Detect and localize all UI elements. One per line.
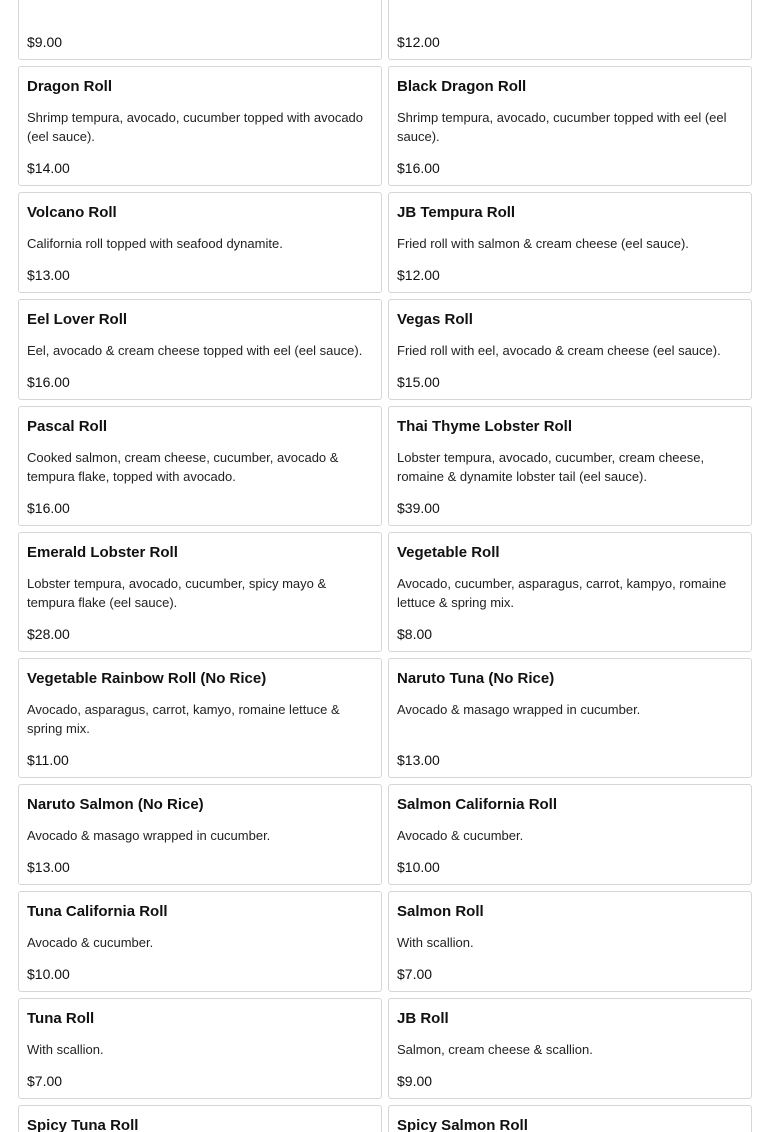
- menu-item-card[interactable]: [18, 998, 382, 1099]
- item-name: JB Tempura Roll: [397, 204, 516, 221]
- menu-item-card[interactable]: [18, 784, 382, 885]
- item-name: Naruto Tuna (No Rice): [397, 670, 555, 687]
- menu-item-card[interactable]: [388, 66, 752, 186]
- menu-item-card[interactable]: [388, 891, 752, 992]
- item-name: Vegetable Rainbow Roll (No Rice): [27, 670, 267, 687]
- item-description: Avocado & cucumber.: [27, 935, 154, 950]
- menu-item-card[interactable]: [388, 998, 752, 1099]
- item-price: $16.00: [27, 374, 70, 390]
- item-price: $12.00: [397, 267, 440, 283]
- menu-item-card[interactable]: [18, 192, 382, 293]
- item-description: Shrimp tempura, avocado, cucumber topped with eel (eel sauce).: [397, 110, 727, 144]
- item-price: $15.00: [397, 374, 440, 390]
- menu-item-card[interactable]: [388, 406, 752, 526]
- item-name: Naruto Salmon (No Rice): [27, 796, 204, 813]
- item-description: Lobster tempura, avocado, cucumber, cream cheese, romaine & dynamite lobster tail (eel sauce).: [397, 450, 705, 484]
- item-name: Vegetable Roll: [397, 544, 500, 561]
- item-description: Avocado, asparagus, carrot, kamyo, romaine lettuce & spring mix.: [27, 702, 340, 736]
- item-description: With scallion.: [27, 1042, 104, 1057]
- menu-item-card[interactable]: [18, 658, 382, 778]
- item-name: Volcano Roll: [27, 204, 117, 221]
- item-name: Spicy Salmon Roll: [397, 1117, 528, 1132]
- item-name: Emerald Lobster Roll: [27, 544, 178, 561]
- menu-item-card[interactable]: [18, 299, 382, 400]
- item-description: With scallion.: [397, 935, 474, 950]
- item-description: Lobster tempura, avocado, cucumber, spicy mayo & tempura flake (eel sauce).: [27, 576, 327, 610]
- item-name: Pascal Roll: [27, 418, 108, 435]
- item-name: Thai Thyme Lobster Roll: [397, 418, 573, 435]
- item-description: Avocado & masago wrapped in cucumber.: [397, 702, 641, 717]
- item-description: Salmon, cream cheese & scallion.: [397, 1042, 593, 1057]
- item-name: Spicy Tuna Roll: [27, 1117, 139, 1132]
- item-price: $10.00: [27, 966, 70, 982]
- item-name: Eel Lover Roll: [27, 311, 128, 328]
- item-name: Tuna Roll: [27, 1010, 95, 1027]
- item-name: Tuna California Roll: [27, 903, 168, 920]
- item-price: $13.00: [27, 267, 70, 283]
- menu-item-card[interactable]: [388, 784, 752, 885]
- item-description: Eel, avocado & cream cheese topped with eel (eel sauce).: [27, 343, 363, 358]
- item-price: $13.00: [397, 752, 440, 768]
- item-price: $9.00: [397, 1073, 433, 1089]
- item-description: Fried roll with salmon & cream cheese (eel sauce).: [397, 236, 689, 251]
- item-price: $28.00: [27, 626, 70, 642]
- item-name: Dragon Roll: [27, 78, 112, 95]
- item-name: Black Dragon Roll: [397, 78, 527, 95]
- item-name: Salmon Roll: [397, 903, 484, 920]
- item-description: Avocado & masago wrapped in cucumber.: [27, 828, 271, 843]
- menu-item-card[interactable]: [388, 532, 752, 652]
- item-description: Avocado & cucumber.: [397, 828, 524, 843]
- item-price: $13.00: [27, 859, 70, 875]
- item-price: $7.00: [397, 966, 433, 982]
- menu-item-card[interactable]: [18, 406, 382, 526]
- item-price: $8.00: [397, 626, 433, 642]
- item-description: Shrimp tempura, avocado, cucumber topped with avocado (eel sauce).: [27, 110, 364, 144]
- item-price: $14.00: [27, 160, 70, 176]
- item-description: California roll topped with seafood dynamite.: [27, 236, 283, 251]
- menu-item-card[interactable]: [18, 1105, 382, 1132]
- menu-item-card[interactable]: [18, 0, 382, 60]
- menu-item-card[interactable]: [388, 658, 752, 778]
- item-price: $16.00: [397, 160, 440, 176]
- item-description: Fried roll with eel, avocado & cream cheese (eel sauce).: [397, 343, 721, 358]
- item-name: Vegas Roll: [397, 311, 473, 328]
- item-price: $16.00: [27, 500, 70, 516]
- item-name: JB Roll: [397, 1010, 449, 1027]
- menu-item-card[interactable]: [388, 192, 752, 293]
- item-name: Salmon California Roll: [397, 796, 558, 813]
- item-price: $39.00: [397, 500, 440, 516]
- item-price: $9.00: [27, 34, 63, 50]
- item-description: Avocado, cucumber, asparagus, carrot, kampyo, romaine lettuce & spring mix.: [397, 576, 727, 610]
- menu-item-card[interactable]: [388, 299, 752, 400]
- item-price: $10.00: [397, 859, 440, 875]
- menu-item-card[interactable]: [18, 66, 382, 186]
- menu-item-card[interactable]: [18, 532, 382, 652]
- menu-grid: [18, 0, 752, 1132]
- item-price: $7.00: [27, 1073, 63, 1089]
- item-description: [397, 0, 743, 1]
- menu-item-card[interactable]: [18, 891, 382, 992]
- item-description: Cooked salmon, cream cheese, cucumber, avocado & tempura flake, topped with avocado.: [27, 450, 339, 484]
- item-description: [27, 0, 373, 1]
- menu-item-card[interactable]: [388, 1105, 752, 1132]
- item-price: $12.00: [397, 34, 440, 50]
- menu-item-card[interactable]: [388, 0, 752, 60]
- item-price: $11.00: [27, 752, 69, 768]
